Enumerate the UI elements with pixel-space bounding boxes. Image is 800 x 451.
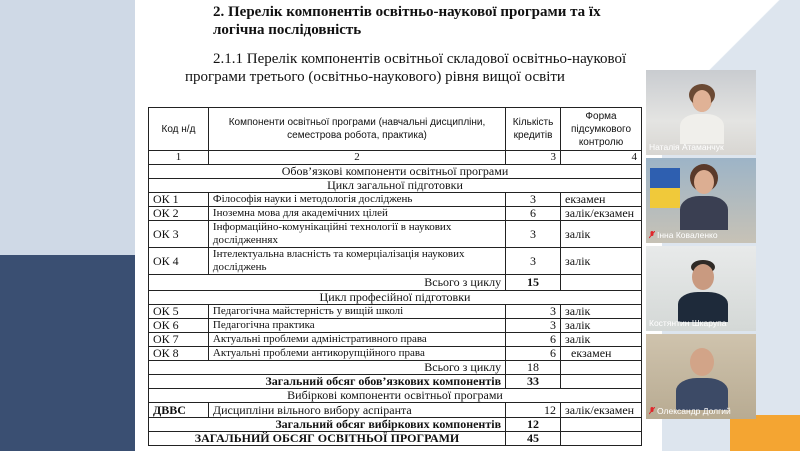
components-table: [148, 107, 642, 446]
cycle-general: Цикл загальної підготовки: [149, 179, 642, 193]
row-name: Педагогічна майстерність у вищій школі: [208, 305, 505, 319]
heading-line: логічна послідовність: [213, 22, 362, 38]
person-face: [693, 90, 711, 112]
row-code: ОК 4: [149, 248, 209, 275]
section-row: [149, 389, 642, 403]
person-body: [680, 114, 724, 144]
section-mandatory: Обов’язкові компоненти освітньої програми: [149, 165, 642, 179]
row-control: залік: [561, 221, 642, 248]
empty-cell: [561, 432, 642, 446]
cycle-row: [149, 179, 642, 193]
row-control: залік/екзамен: [561, 403, 642, 418]
row-credits: 3: [506, 248, 561, 275]
subtotal-value: 15: [506, 275, 561, 291]
row-name: Іноземна мова для академічних цілей: [208, 207, 505, 221]
subtotal-row: [149, 361, 642, 375]
row-code: ОК 5: [149, 305, 209, 319]
row-name: Педагогічна практика: [208, 319, 505, 333]
row-code: ОК 3: [149, 221, 209, 248]
empty-cell: [561, 418, 642, 432]
row-control: залік: [561, 248, 642, 275]
row-credits: 3: [506, 221, 561, 248]
participant-name: Наталія Атаманчук: [649, 142, 724, 152]
row-control: залік/екзамен: [561, 207, 642, 221]
table-row: [149, 248, 642, 275]
header-number: 2: [208, 151, 505, 165]
program-total-value: 45: [506, 432, 561, 446]
subheading-line: 2.1.1 Перелік компонентів освітньої складової освітньо-наукової: [213, 51, 627, 67]
header-components: Компоненти освітньої програми (навчальні дисципліни, семестрова робота, практика): [208, 108, 505, 151]
elective-total-label: Загальний обсяг вибіркових компонентів: [149, 418, 506, 432]
header-numbers-row: [149, 151, 642, 165]
row-name: Актуальні проблеми антикорупційного права: [208, 347, 505, 361]
row-credits: 3: [506, 305, 561, 319]
header-number: 1: [149, 151, 209, 165]
elective-total-value: 12: [506, 418, 561, 432]
grand-total-row: [149, 432, 642, 446]
header-number: 4: [561, 151, 642, 165]
section-row: [149, 165, 642, 179]
table-row: [149, 207, 642, 221]
participant-video-tile[interactable]: [646, 246, 756, 331]
row-control: екзамен: [561, 347, 642, 361]
table-row: [149, 333, 642, 347]
participant-name: [649, 406, 731, 416]
subtotal-value: 18: [506, 361, 561, 375]
row-code: ДВВС: [149, 403, 209, 418]
row-code: ОК 1: [149, 193, 209, 207]
total-row: [149, 418, 642, 432]
header-number: 3: [506, 151, 561, 165]
row-credits: 12: [506, 403, 561, 418]
person-face: [690, 348, 714, 376]
mic-muted-icon: [649, 407, 655, 415]
row-name: Інформаційно-комунікаційні технології в наукових дослідженнях: [208, 221, 505, 248]
row-control: екзамен: [561, 193, 642, 207]
row-control: залік: [561, 319, 642, 333]
empty-cell: [561, 361, 642, 375]
row-control: залік: [561, 305, 642, 319]
subsection-heading: [185, 50, 645, 86]
subheading-line: програми третього (освітньо-наукового) рівня вищої освіти: [185, 69, 565, 85]
background-panel-bottom: [0, 255, 135, 451]
subtotal-label: Всього з циклу: [149, 275, 506, 291]
participant-video-tile[interactable]: [646, 70, 756, 155]
section-elective: Вибіркові компоненти освітньої програми: [149, 389, 642, 403]
subtotal-label: Всього з циклу: [149, 361, 506, 375]
row-credits: 6: [506, 333, 561, 347]
row-name: Філософія науки і методологія досліджень: [208, 193, 505, 207]
section-heading: [213, 3, 653, 39]
row-code: ОК 8: [149, 347, 209, 361]
participant-video-tile[interactable]: [646, 158, 756, 243]
row-credits: 6: [506, 347, 561, 361]
row-code: ОК 6: [149, 319, 209, 333]
table-header-row: [149, 108, 642, 151]
participant-name: Костянтин Шкарупа: [649, 318, 727, 328]
header-control: Форма підсумкового контролю: [561, 108, 642, 151]
mic-muted-icon: [649, 231, 655, 239]
participant-video-tile[interactable]: [646, 334, 756, 419]
program-total-label: ЗАГАЛЬНИЙ ОБСЯГ ОСВІТНЬОЇ ПРОГРАМИ: [149, 432, 506, 446]
row-code: ОК 2: [149, 207, 209, 221]
person-body: [680, 196, 728, 230]
header-credits: Кількість кредитів: [506, 108, 561, 151]
participant-name: [649, 230, 718, 240]
row-code: ОК 7: [149, 333, 209, 347]
row-name: Актуальні проблеми адміністративного права: [208, 333, 505, 347]
person-face: [694, 170, 714, 194]
background-panel-top: [0, 0, 135, 255]
table-row: [149, 221, 642, 248]
table-row: [149, 319, 642, 333]
video-participants-panel: [646, 70, 756, 422]
subtotal-row: [149, 275, 642, 291]
heading-line: 2. Перелік компонентів освітньо-наукової програми та їх: [213, 4, 601, 20]
row-name: Інтелектуальна власність та комерціалізація наукових досліджень: [208, 248, 505, 275]
row-control: залік: [561, 333, 642, 347]
header-code: Код н/д: [149, 108, 209, 151]
empty-cell: [561, 375, 642, 389]
mandatory-total-value: 33: [506, 375, 561, 389]
participant-name-text: Олександр Долгий: [657, 406, 731, 416]
flag-shape: [650, 168, 680, 208]
cycle-row: [149, 291, 642, 305]
table-row: [149, 305, 642, 319]
row-credits: 3: [506, 193, 561, 207]
participant-name-text: Інна Коваленко: [657, 230, 718, 240]
person-face: [692, 264, 714, 290]
total-row: [149, 375, 642, 389]
row-credits: 3: [506, 319, 561, 333]
row-name: Дисципліни вільного вибору аспіранта: [208, 403, 505, 418]
mandatory-total-label: Загальний обсяг обов’язкових компонентів: [149, 375, 506, 389]
table-row: [149, 403, 642, 418]
table-row: [149, 193, 642, 207]
cycle-professional: Цикл професійної підготовки: [149, 291, 642, 305]
table-row: [149, 347, 642, 361]
empty-cell: [561, 275, 642, 291]
row-credits: 6: [506, 207, 561, 221]
